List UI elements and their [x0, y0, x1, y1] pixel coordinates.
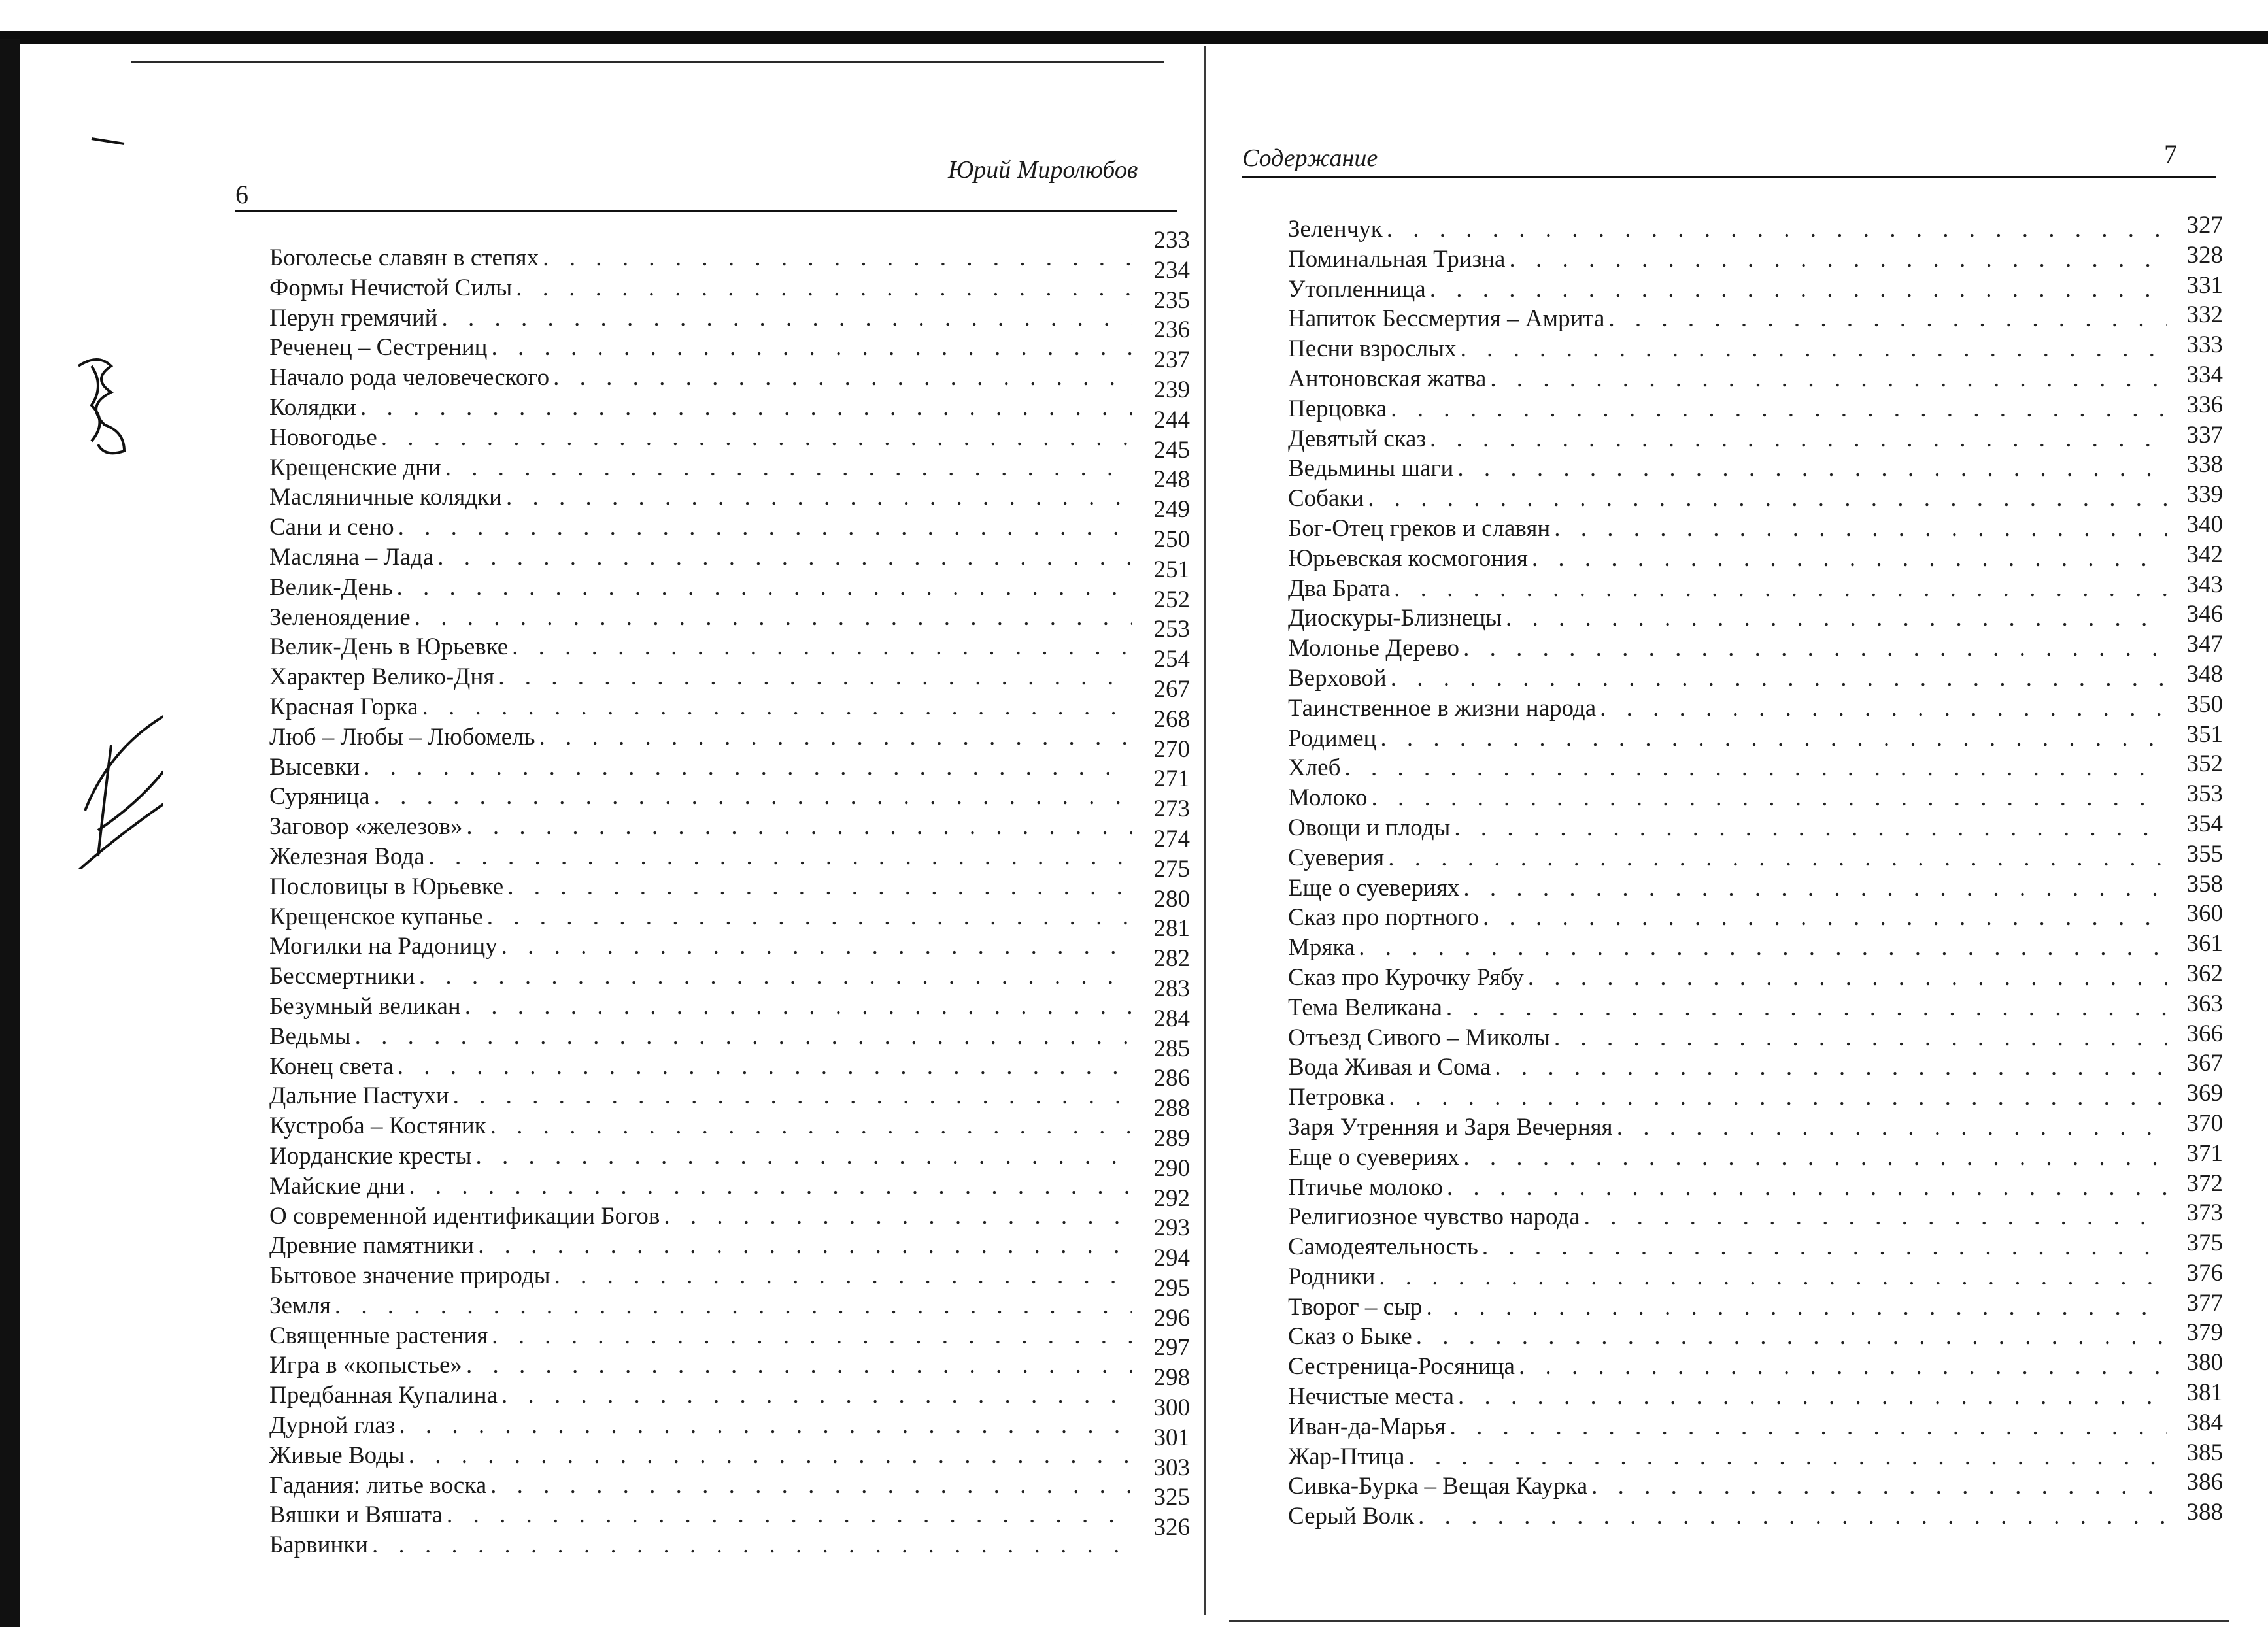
scan-top-edge [0, 31, 2268, 44]
toc-page-ref: 385 [2186, 1439, 2223, 1466]
toc-entry: Колядки . . . [269, 393, 1136, 423]
toc-page-ref: 355 [2186, 840, 2223, 867]
toc-page-ref: 388 [2186, 1499, 2223, 1526]
toc-page-ref: 250 [1153, 526, 1190, 553]
toc-entry: Суеверия . . . [1288, 843, 2171, 873]
toc-page-ref: 386 [2186, 1469, 2223, 1496]
toc-page-ref: 301 [1153, 1424, 1190, 1451]
scan-bottom-edge [1229, 1620, 2229, 1622]
toc-entry: Крещенские дни . . . [269, 453, 1136, 483]
toc-page-ref: 348 [2186, 660, 2223, 688]
toc-entry: Боголесье славян в степях . . . [269, 243, 1136, 273]
toc-entry: Живые Воды . . . [269, 1441, 1136, 1471]
toc-page-ref: 333 [2186, 331, 2223, 359]
toc-page-ref: 235 [1153, 286, 1190, 314]
toc-page-ref: 273 [1153, 796, 1190, 823]
toc-entry: Велик-День в Юрьевке . . . [269, 632, 1136, 662]
toc-page-ref: 371 [2186, 1139, 2223, 1167]
toc-entry: Красная Горка . . . [269, 692, 1136, 722]
toc-page-ref: 289 [1153, 1124, 1190, 1152]
toc-page-ref: 253 [1153, 616, 1190, 643]
toc-page-ref: 336 [2186, 391, 2223, 418]
toc-entry: Верховой . . . [1288, 663, 2171, 694]
toc-page-ref: 290 [1153, 1154, 1190, 1182]
toc-entry: Нечистые места . . . [1288, 1382, 2171, 1412]
toc-entry: Тема Великана . . . [1288, 993, 2171, 1023]
toc-entry: Заря Утренняя и Заря Вечерняя . . . [1288, 1113, 2171, 1143]
toc-page-ref: 350 [2186, 690, 2223, 718]
toc-entry: Вяшки и Вяшата . . . [269, 1500, 1136, 1530]
toc-entry: Могилки на Радоницу . . . [269, 931, 1136, 962]
toc-page-ref: 288 [1153, 1095, 1190, 1122]
toc-page-ref: 379 [2186, 1319, 2223, 1347]
toc-entry: Собаки . . . [1288, 484, 2171, 514]
toc-entry: Характер Велико-Дня . . . [269, 662, 1136, 692]
toc-page-ref: 251 [1153, 556, 1190, 583]
toc-page-ref: 286 [1153, 1065, 1190, 1092]
toc-page-ref: 377 [2186, 1289, 2223, 1317]
toc-entry: Антоновская жатва . . . [1288, 364, 2171, 394]
toc-page-ref: 327 [2186, 212, 2223, 239]
toc-entry: Сказ о Быке . . . [1288, 1322, 2171, 1352]
toc-entry: Заговор «железов» . . . [269, 812, 1136, 842]
toc-page-ref: 283 [1153, 975, 1190, 1002]
header-rule [1242, 176, 2216, 178]
toc-entry: Хлеб . . . [1288, 753, 2171, 783]
toc-entry: Бессмертники . . . [269, 962, 1136, 992]
toc-page-ref: 331 [2186, 271, 2223, 299]
toc-entry: Жар-Птица . . . [1288, 1442, 2171, 1472]
toc-page-ref: 293 [1153, 1215, 1190, 1242]
toc-entry: Серый Волк . . . [1288, 1501, 2171, 1532]
toc-list [269, 243, 1136, 1560]
toc-entry: Пословицы в Юрьевке . . . [269, 872, 1136, 902]
toc-page-ref: 300 [1153, 1394, 1190, 1422]
toc-entry: Кустроба – Костяник . . . [269, 1111, 1136, 1141]
toc-entry: Предбанная Купалина . . . [269, 1381, 1136, 1411]
toc-entry: Реченец – Сестрениц . . . [269, 333, 1136, 363]
toc-entry: Крещенское купанье . . . [269, 902, 1136, 932]
toc-entry: Перцовка . . . [1288, 394, 2171, 424]
book-spine [1204, 46, 1206, 1615]
toc-page-ref: 381 [2186, 1379, 2223, 1407]
toc-entry: Отъезд Сивого – Миколы . . . [1288, 1023, 2171, 1053]
toc-page-ref: 342 [2186, 541, 2223, 568]
toc-page-ref: 375 [2186, 1230, 2223, 1257]
toc-entry: Еще о суевериях . . . [1288, 873, 2171, 903]
toc-page-ref: 297 [1153, 1334, 1190, 1362]
toc-entry: Барвинки . . . [269, 1530, 1136, 1560]
toc-page-ref: 268 [1153, 705, 1190, 733]
toc-entry: Зеленчук . . . [1288, 214, 2171, 244]
toc-page-ref: 298 [1153, 1364, 1190, 1392]
toc-entry: Молоко . . . [1288, 783, 2171, 813]
toc-page-ref: 343 [2186, 571, 2223, 598]
toc-list [1288, 214, 2171, 1532]
toc-page-ref: 366 [2186, 1020, 2223, 1047]
toc-entry: Сани и сено . . . [269, 512, 1136, 543]
toc-entry: Сестреница-Росяница . . . [1288, 1352, 2171, 1382]
toc-page-ref: 347 [2186, 631, 2223, 658]
toc-page-ref: 363 [2186, 990, 2223, 1017]
toc-page-ref: 326 [1153, 1514, 1190, 1541]
toc-page-ref: 354 [2186, 810, 2223, 837]
toc-entry: Творог – сыр . . . [1288, 1292, 2171, 1322]
toc-entry: Сивка-Бурка – Вещая Каурка . . . [1288, 1471, 2171, 1501]
toc-page-ref: 249 [1153, 496, 1190, 524]
toc-page-ref: 360 [2186, 900, 2223, 928]
toc-entry: Безумный великан . . . [269, 992, 1136, 1022]
toc-page-ref: 373 [2186, 1199, 2223, 1227]
toc-page-ref: 270 [1153, 735, 1190, 763]
toc-entry: Родники . . . [1288, 1262, 2171, 1292]
toc-page-ref: 367 [2186, 1050, 2223, 1077]
toc-entry: Игра в «копыстье» . . . [269, 1350, 1136, 1381]
toc-entry: Вода Живая и Сома . . . [1288, 1052, 2171, 1082]
toc-page-ref: 369 [2186, 1080, 2223, 1107]
toc-entry: Религиозное чувство народа . . . [1288, 1202, 2171, 1232]
toc-page-ref: 244 [1153, 406, 1190, 433]
toc-entry: Напиток Бессмертия – Амрита . . . [1288, 304, 2171, 334]
toc-entry: Сказ про портного . . . [1288, 903, 2171, 933]
toc-entry: Священные растения . . . [269, 1321, 1136, 1351]
toc-page-ref: 248 [1153, 466, 1190, 494]
toc-entry: Дальние Пастухи . . . [269, 1081, 1136, 1111]
toc-page-ref: 376 [2186, 1259, 2223, 1286]
toc-entry: Люб – Любы – Любомель . . . [269, 722, 1136, 752]
toc-page-ref: 271 [1153, 765, 1190, 793]
toc-page-ref: 282 [1153, 945, 1190, 973]
toc-page-ref: 280 [1153, 885, 1190, 913]
toc-entry: Два Брата . . . [1288, 574, 2171, 604]
toc-page-ref: 332 [2186, 301, 2223, 329]
toc-page-ref: 353 [2186, 780, 2223, 808]
toc-page-ref: 245 [1153, 436, 1190, 463]
toc-page-ref: 303 [1153, 1454, 1190, 1481]
toc-entry: Поминальная Тризна . . . [1288, 244, 2171, 275]
toc-page-ref: 295 [1153, 1274, 1190, 1301]
running-title: Содержание [1242, 144, 1378, 172]
toc-page-ref: 325 [1153, 1484, 1190, 1511]
toc-entry: Бытовое значение природы . . . [269, 1261, 1136, 1291]
toc-page-ref: 351 [2186, 720, 2223, 748]
page-number: 7 [2164, 139, 2177, 169]
toc-page-ref: 285 [1153, 1035, 1190, 1062]
toc-page-ref: 292 [1153, 1184, 1190, 1212]
toc-page-ref: 346 [2186, 601, 2223, 628]
toc-entry: Конец света . . . [269, 1052, 1136, 1082]
page-number-column [1125, 226, 1190, 1543]
toc-page-ref: 236 [1153, 316, 1190, 344]
toc-entry: Майские дни . . . [269, 1171, 1136, 1201]
toc-entry: Высевки . . . [269, 752, 1136, 782]
toc-entry: Молонье Дерево . . . [1288, 633, 2171, 663]
toc-page-ref: 352 [2186, 750, 2223, 778]
toc-entry: Суряница . . . [269, 782, 1136, 812]
toc-page-ref: 275 [1153, 855, 1190, 882]
toc-entry: Ведьмы . . . [269, 1022, 1136, 1052]
scan-left-edge [0, 39, 20, 1627]
toc-page-ref: 233 [1153, 227, 1190, 254]
scan-line [131, 61, 1164, 63]
toc-entry: О современной идентификации Богов . . . [269, 1201, 1136, 1232]
toc-page-ref: 337 [2186, 421, 2223, 448]
toc-page-ref: 267 [1153, 675, 1190, 703]
toc-entry: Мряка . . . [1288, 933, 2171, 963]
toc-entry: Овощи и плоды . . . [1288, 813, 2171, 843]
toc-entry: Масляна – Лада . . . [269, 543, 1136, 573]
page-number: 6 [235, 180, 248, 209]
toc-page-ref: 334 [2186, 361, 2223, 388]
toc-entry: Перун гремячий . . . [269, 303, 1136, 333]
toc-entry: Петровка . . . [1288, 1082, 2171, 1113]
toc-entry: Птичье молоко . . . [1288, 1173, 2171, 1203]
toc-page-ref: 254 [1153, 646, 1190, 673]
margin-scribble-icon [33, 124, 163, 869]
toc-page-ref: 252 [1153, 586, 1190, 613]
toc-page-ref: 338 [2186, 451, 2223, 478]
toc-page-ref: 361 [2186, 930, 2223, 958]
toc-page-ref: 284 [1153, 1005, 1190, 1032]
toc-entry: Родимец . . . [1288, 724, 2171, 754]
toc-page-ref: 358 [2186, 870, 2223, 897]
toc-page-ref: 372 [2186, 1169, 2223, 1197]
toc-entry: Зеленоядение . . . [269, 603, 1136, 633]
toc-page-ref: 339 [2186, 481, 2223, 509]
toc-entry: Сказ про Курочку Рябу . . . [1288, 963, 2171, 993]
toc-page-ref: 370 [2186, 1109, 2223, 1137]
toc-page-ref: 239 [1153, 376, 1190, 403]
toc-page-ref: 237 [1153, 346, 1190, 374]
toc-entry: Велик-День . . . [269, 573, 1136, 603]
toc-entry: Формы Нечистой Силы . . . [269, 273, 1136, 303]
toc-entry: Гадания: литье воска . . . [269, 1471, 1136, 1501]
header-rule [235, 210, 1177, 212]
toc-entry: Новогодье . . . [269, 423, 1136, 453]
toc-entry: Земля . . . [269, 1291, 1136, 1321]
toc-page-ref: 340 [2186, 511, 2223, 538]
toc-entry: Ведьмины шаги . . . [1288, 454, 2171, 484]
toc-page-ref: 328 [2186, 241, 2223, 269]
running-title: Юрий Миролюбов [948, 156, 1138, 184]
toc-page-ref: 362 [2186, 960, 2223, 987]
toc-entry: Самодеятельность . . . [1288, 1232, 2171, 1262]
toc-page-ref: 274 [1153, 825, 1190, 852]
toc-page-ref: 281 [1153, 915, 1190, 943]
toc-entry: Начало рода человеческого . . . [269, 363, 1136, 393]
toc-entry: Песни взрослых . . . [1288, 334, 2171, 364]
toc-entry: Еще о суевериях . . . [1288, 1143, 2171, 1173]
toc-entry: Девятый сказ . . . [1288, 424, 2171, 454]
toc-entry: Бог-Отец греков и славян . . . [1288, 514, 2171, 544]
toc-entry: Иван-да-Марья . . . [1288, 1412, 2171, 1442]
toc-page-ref: 296 [1153, 1304, 1190, 1332]
toc-entry: Дурной глаз . . . [269, 1411, 1136, 1441]
toc-entry: Таинственное в жизни народа . . . [1288, 694, 2171, 724]
toc-page-ref: 234 [1153, 256, 1190, 284]
toc-page-ref: 384 [2186, 1409, 2223, 1436]
toc-entry: Утопленница . . . [1288, 275, 2171, 305]
toc-entry: Древние памятники . . . [269, 1231, 1136, 1261]
toc-entry: Иорданские кресты . . . [269, 1141, 1136, 1171]
toc-entry: Масляничные колядки . . . [269, 482, 1136, 512]
toc-entry: Диоскуры-Близнецы . . . [1288, 603, 2171, 633]
page-number-column [2158, 210, 2223, 1528]
toc-page-ref: 380 [2186, 1349, 2223, 1377]
toc-page-ref: 294 [1153, 1245, 1190, 1272]
toc-entry: Юрьевская космогония . . . [1288, 544, 2171, 574]
toc-entry: Железная Вода . . . [269, 842, 1136, 872]
